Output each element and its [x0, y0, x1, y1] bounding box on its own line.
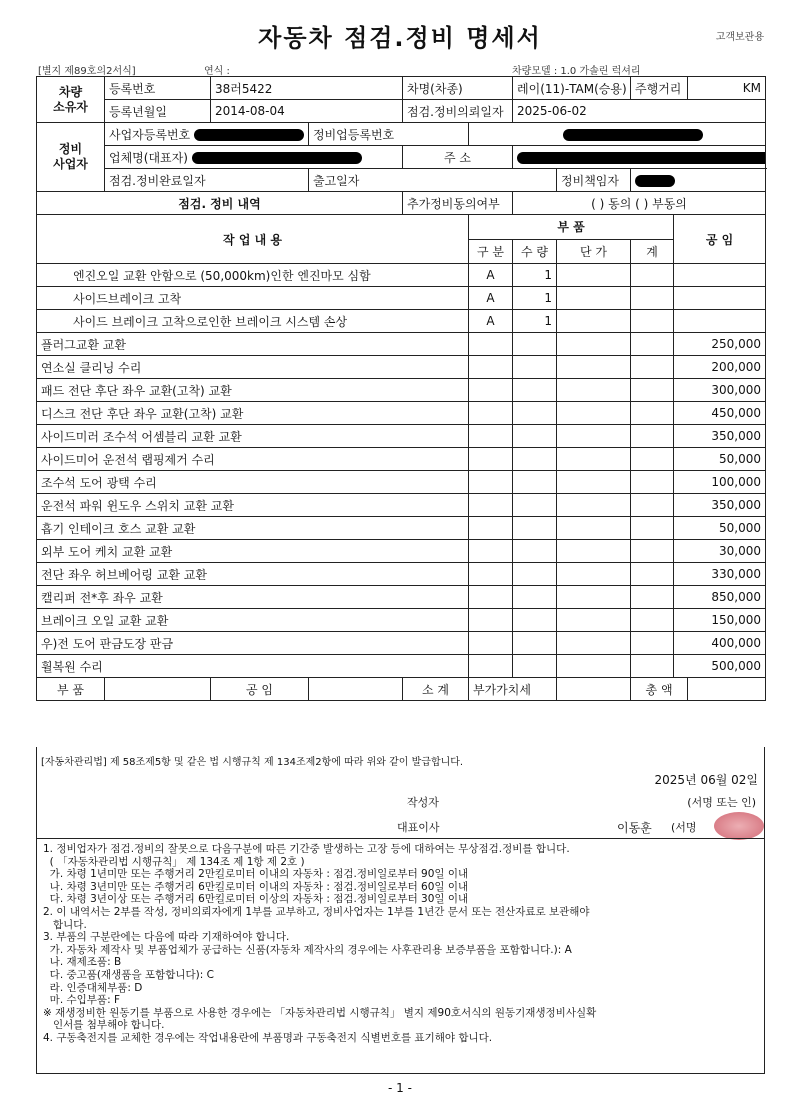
labor-row-text: 외부 도어 케치 교환 교환 [37, 540, 469, 563]
labor-row-text: 패드 전단 후단 좌우 교환(고착) 교환 [37, 379, 469, 402]
note-line: 다. 차령 3년이상 또는 주행거리 6만킬로미터 이상의 자동차 : 점검.정비일로부터 30일 이내 [43, 893, 469, 906]
parts-row [37, 287, 766, 310]
parts-row-qty: 1 [513, 310, 557, 333]
redacted-address [517, 152, 766, 164]
labor-row-text: 우)전 도어 판금도장 판금 [37, 632, 469, 655]
labor-row-text: 사이드미러 조수석 어셈블리 교환 교환 [37, 425, 469, 448]
parts-row-qty: 1 [513, 287, 557, 310]
biz-no-label: 사업자등록번호 [109, 127, 191, 142]
note-line: 가. 자동차 제작사 및 부품업체가 공급하는 신품(자동차 제작사의 경우에는 사후관리용 보증부품을 포함합니다.): A [43, 943, 572, 956]
owner-section-label: 차량 소유자 [37, 77, 105, 123]
labor-row [37, 563, 766, 586]
labor-row-text: 캘리퍼 전*후 좌우 교환 [37, 586, 469, 609]
year-label: 연식 : [204, 66, 230, 77]
reg-no-label: 등록번호 [105, 77, 211, 100]
writer-label: 작성자 [407, 796, 439, 809]
request-date-label: 점검.정비의뢰일자 [403, 100, 513, 123]
out-date-label: 출고일자 [309, 169, 557, 192]
labor-row [37, 402, 766, 425]
labor-row-text: 운전석 파워 윈도우 스위치 교환 교환 [37, 494, 469, 517]
note-line: 마. 수입부품: F [43, 994, 120, 1007]
car-name-value: 레이(11)-TAM(승용) [513, 77, 631, 100]
total-label: 총 액 [631, 678, 688, 701]
spec-sheet-table [36, 76, 766, 701]
labor-row-text: 브레이크 오일 교환 교환 [37, 609, 469, 632]
address-label: 주 소 [403, 146, 513, 169]
seal-stamp [714, 812, 764, 840]
labor-row-text: 휠복원 수리 [37, 655, 469, 678]
labor-row [37, 379, 766, 402]
reg-date-value: 2014-08-04 [211, 100, 403, 123]
reg-date-label: 등록년월일 [105, 100, 211, 123]
parts-row-qty: 1 [513, 264, 557, 287]
note-line: 다. 중고품(재생품을 포함합니다): C [43, 968, 214, 981]
reg-no-value: 38러5422 [211, 77, 403, 100]
note-line: ( 「자동차관리법 시행규칙」 제 134조 제 1항 제 2호 ) [43, 855, 305, 868]
note-line: 합니다. [43, 918, 87, 931]
vat-label: 부가가치세 [469, 678, 557, 701]
labor-row [37, 609, 766, 632]
note-line: 나. 재제조품: B [43, 956, 122, 969]
total-labor-label: 공 임 [211, 678, 309, 701]
labor-row [37, 586, 766, 609]
labor-row [37, 471, 766, 494]
labor-header: 공 임 [674, 215, 766, 264]
labor-row [37, 333, 766, 356]
unit-price-header: 단 가 [557, 239, 631, 264]
labor-row-amount: 50,000 [674, 517, 766, 540]
redacted-company [192, 152, 362, 164]
parts-row-text: 사이드 브레이크 고착으로인한 브레이크 시스템 손상 [37, 310, 469, 333]
labor-row [37, 540, 766, 563]
labor-row-amount: 330,000 [674, 563, 766, 586]
parts-row-kind: A [469, 264, 513, 287]
work-header: 작 업 내 용 [37, 215, 469, 264]
parts-row [37, 264, 766, 287]
labor-row [37, 655, 766, 678]
note-line: 1. 정비업자가 점검.정비의 잘못으로 다음구분에 따른 기간중 발생하는 고장 등에 대하여는 무상점검.정비를 합니다. [43, 843, 570, 855]
kind-header: 구 분 [469, 239, 513, 264]
note-line: 인서를 첨부해야 합니다. [43, 1019, 165, 1032]
redacted-manager [635, 175, 675, 187]
subtotal-label: 소 계 [403, 678, 469, 701]
note-line: 4. 구동축전지를 교체한 경우에는 작업내용란에 부품명과 구동축전지 식별번호를 표기해야 합니다. [43, 1031, 493, 1044]
labor-row-text: 전단 좌우 허브베어링 교환 교환 [37, 563, 469, 586]
sum-header: 계 [631, 239, 674, 264]
request-date-value: 2025-06-02 [513, 100, 766, 123]
law-statement: [자동차관리법] 제 58조제5항 및 같은 법 시행규칙 제 134조제2항에 따라 위와 같이 발급합니다. [41, 757, 464, 768]
labor-row [37, 356, 766, 379]
labor-row-text: 플러그교환 교환 [37, 333, 469, 356]
note-line: 3. 부품의 구분란에는 다음에 따라 기재하여야 합니다. [43, 931, 290, 944]
labor-row-amount: 30,000 [674, 540, 766, 563]
labor-row-amount: 150,000 [674, 609, 766, 632]
issue-date: 2025년 06월 02일 [654, 773, 758, 787]
mileage-unit: KM [688, 77, 766, 100]
labor-row-amount: 250,000 [674, 333, 766, 356]
labor-row-text: 디스크 전단 후단 좌우 교환(고착) 교환 [37, 402, 469, 425]
note-line: 라. 인증대체부품: D [43, 981, 143, 994]
labor-row [37, 517, 766, 540]
detail-title: 점검. 정비 내역 [37, 192, 403, 215]
labor-row [37, 448, 766, 471]
labor-row-amount: 200,000 [674, 356, 766, 379]
consent-label: 추가정비동의여부 [403, 192, 513, 215]
sign-hint: (서명 또는 인) [687, 796, 756, 809]
labor-row-text: 연소실 클리닝 수리 [37, 356, 469, 379]
form-number: [별지 제89호의2서식] [38, 66, 136, 77]
parts-row-kind: A [469, 287, 513, 310]
page-number: - 1 - [388, 1081, 412, 1095]
model-label: 차량모델 : 1.0 가솔린 럭셔리 [512, 66, 641, 77]
labor-row-amount: 850,000 [674, 586, 766, 609]
labor-row-amount: 50,000 [674, 448, 766, 471]
labor-row-amount: 500,000 [674, 655, 766, 678]
document-title: 자동차 점검.정비 명세서 [258, 24, 542, 52]
total-parts-label: 부 품 [37, 678, 105, 701]
notes-section [36, 838, 765, 1074]
labor-row-amount: 350,000 [674, 494, 766, 517]
labor-row-amount: 450,000 [674, 402, 766, 425]
labor-row-text: 흡기 인테이크 호스 교환 교환 [37, 517, 469, 540]
labor-row [37, 494, 766, 517]
redacted-shop-reg [563, 129, 703, 141]
redacted-biz-no [194, 129, 304, 141]
copy-label: 고객보관용 [715, 32, 764, 43]
note-line: ※ 재생정비한 원동기를 부품으로 사용한 경우에는 「자동차관리법 시행규칙」 별지 제90호서식의 원동기재생정비사실확 [43, 1006, 597, 1019]
parts-row-text: 사이드브레이크 고착 [37, 287, 469, 310]
car-name-label: 차명(차종) [403, 77, 513, 100]
labor-row-text: 조수석 도어 광택 수리 [37, 471, 469, 494]
shop-reg-label: 정비업등록번호 [309, 123, 469, 146]
labor-row-text: 사이드미어 운전석 랩핑제거 수리 [37, 448, 469, 471]
labor-row-amount: 400,000 [674, 632, 766, 655]
note-line: 나. 차령 3년미만 또는 주행거리 6만킬로미터 이내의 자동차 : 점검.정비일로부터 60일 이내 [43, 880, 469, 893]
labor-row-amount: 300,000 [674, 379, 766, 402]
note-line: 가. 차령 1년미만 또는 주행거리 2만킬로미터 이내의 자동차 : 점검.정비일로부터 90일 이내 [43, 868, 469, 881]
sign-short: (서명 [671, 821, 697, 834]
note-line: 2. 이 내역서는 2부를 작성, 정비의뢰자에게 1부를 교부하고, 정비사업자는 1부를 1년간 문서 또는 전산자료로 보관해야 [43, 905, 590, 918]
manager-label: 정비책임자 [557, 169, 631, 192]
parts-row [37, 310, 766, 333]
mileage-label: 주행거리 [631, 77, 688, 100]
shop-section-label: 정비 사업자 [37, 123, 105, 192]
done-date-label: 점검.정비완료일자 [105, 169, 309, 192]
issue-block [36, 747, 765, 838]
ceo-label: 대표이사 [397, 821, 440, 834]
labor-row [37, 632, 766, 655]
company-label: 업체명(대표자) [109, 150, 188, 165]
labor-row-amount: 100,000 [674, 471, 766, 494]
qty-header: 수 량 [513, 239, 557, 264]
labor-row [37, 425, 766, 448]
parts-header: 부 품 [469, 215, 674, 240]
parts-row-text: 엔진오일 교환 안함으로 (50,000km)인한 엔진마모 심함 [37, 264, 469, 287]
consent-options: ( ) 동의 ( ) 부동의 [513, 192, 766, 215]
ceo-name: 이동훈 [617, 821, 652, 835]
parts-row-kind: A [469, 310, 513, 333]
labor-row-amount: 350,000 [674, 425, 766, 448]
